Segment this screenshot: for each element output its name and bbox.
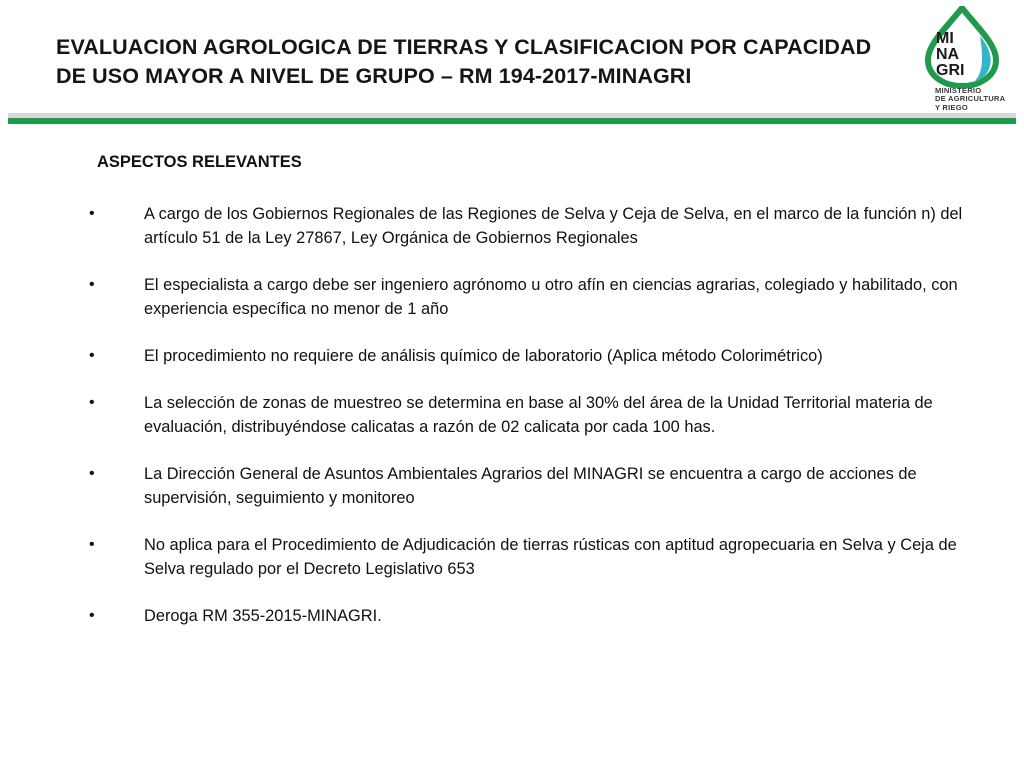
title-line-1: EVALUACION AGROLOGICA DE TIERRAS Y CLASIFICACION POR CAPACIDAD [56,35,872,59]
bullet-marker: • [89,347,95,364]
list-item [0,391,1024,439]
list-item [0,344,1024,368]
logo-text-mi: MI [936,30,954,47]
bullet-marker: • [89,205,95,222]
list-item [0,462,1024,510]
bullet-text: A cargo de los Gobiernos Regionales de las Regiones de Selva y Ceja de Selva, en el marco de la función n) del artículo 51 de la Ley 27867, Ley Orgánica de Gobiernos Regionales [144,205,963,247]
ministry-line-1: MINISTERIO [935,86,982,95]
bullet-text: El procedimiento no requiere de análisis químico de laboratorio (Aplica método Colorimétrico) [144,347,823,365]
bullet-marker: • [89,465,95,482]
bullet-text: La selección de zonas de muestreo se determina en base al 30% del área de la Unidad Territorial materia de evaluación, distribuyéndose calicatas a razón de 02 calicata por cada 100 has. [144,394,933,436]
ministry-line-2: DE AGRICULTURA [935,94,1006,104]
ministry-line-3: Y RIEGO [935,102,968,112]
bullet-marker: • [89,536,95,553]
page-title [56,33,876,91]
logo-text-na: NA [936,46,960,63]
bullet-text: La Dirección General de Asuntos Ambientales Agrarios del MINAGRI se encuentra a cargo de acciones de supervisión, seguimiento y monitoreo [144,465,917,507]
header-divider-green [8,118,1016,124]
minagri-drop-icon [922,6,1002,88]
bullet-text: Deroga RM 355-2015-MINAGRI. [144,607,382,625]
bullet-text: No aplica para el Procedimiento de Adjudicación de tierras rústicas con aptitud agropecuaria en Selva y Ceja de Selva regulado por el Decreto Legislativo 653 [144,536,957,578]
bullet-text: El especialista a cargo debe ser ingeniero agrónomo u otro afín en ciencias agrarias, colegiado y habilitado, con experiencia específica no menor de 1 año [144,276,958,318]
bullet-list [0,202,1024,651]
logo-text-gri: GRI [936,62,965,79]
list-item [0,604,1024,628]
bullet-marker: • [89,276,95,293]
list-item [0,202,1024,250]
bullet-marker: • [89,607,95,624]
ministry-name [935,87,1024,112]
list-item [0,273,1024,321]
title-line-2: DE USO MAYOR A NIVEL DE GRUPO – RM 194-2017-MINAGRI [56,64,692,88]
bullet-marker: • [89,394,95,411]
list-item [0,533,1024,581]
section-heading: ASPECTOS RELEVANTES [97,153,302,171]
